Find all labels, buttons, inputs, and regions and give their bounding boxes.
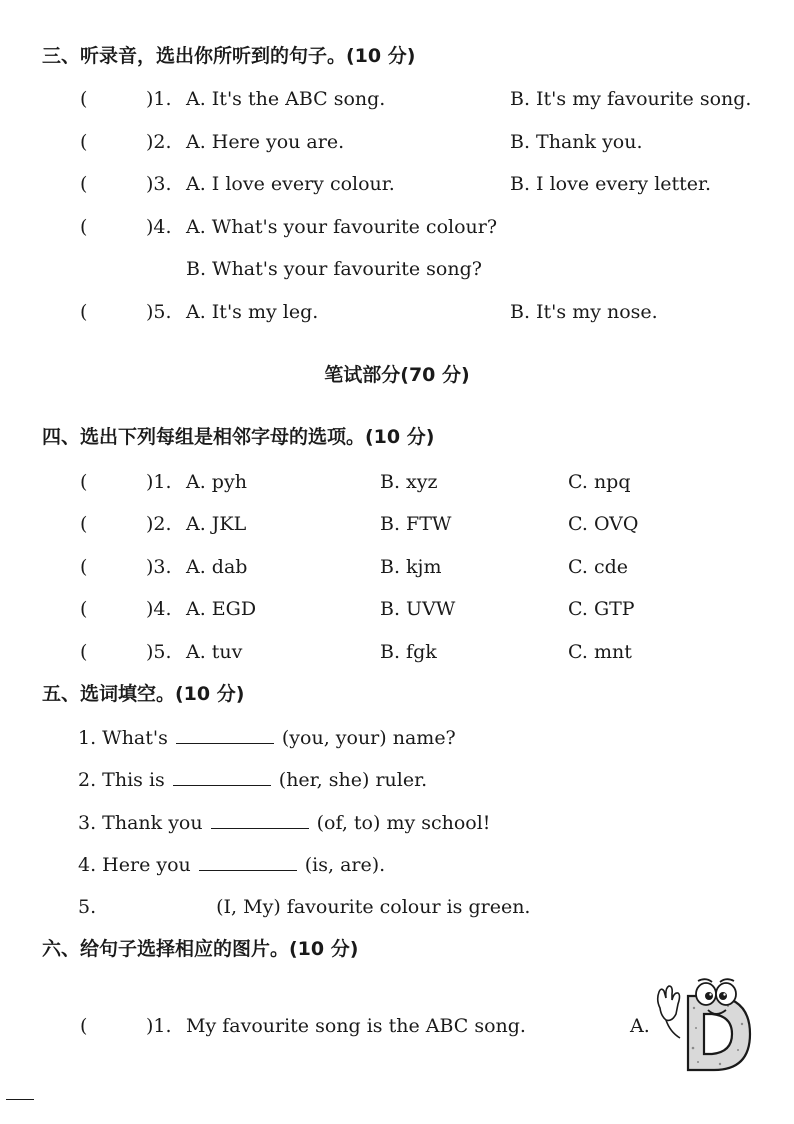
answer-paren[interactable]: ( <box>80 641 88 663</box>
answer-paren[interactable]: ( <box>80 301 88 323</box>
option-a: A. pyh <box>186 471 247 493</box>
option-a: A. EGD <box>186 598 257 620</box>
answer-paren[interactable]: ( <box>80 88 88 110</box>
word-options: (you, your) <box>281 727 387 749</box>
question-number: )2. <box>146 131 172 153</box>
fill-blank[interactable] <box>104 895 208 913</box>
word-options: (is, are) <box>304 854 380 876</box>
question-number: )1. <box>146 88 172 110</box>
question-number: )4. <box>146 598 172 620</box>
option-a: A. It's the ABC song. <box>186 88 386 110</box>
option-a: A. Here you are. <box>186 131 345 153</box>
written-part-title: 笔试部分(70 分) <box>324 364 470 386</box>
option-c: C. npq <box>568 471 631 493</box>
fill-blank[interactable] <box>173 767 271 786</box>
option-a: A. It's my leg. <box>186 301 319 323</box>
answer-paren[interactable]: ( <box>80 131 88 153</box>
option-b: B. It's my favourite song. <box>510 88 752 110</box>
option-b: B. FTW <box>380 513 452 535</box>
answer-paren[interactable]: ( <box>80 471 88 493</box>
s5-question-1 <box>78 725 456 750</box>
option-b: B. Thank you. <box>510 131 643 153</box>
option-c: C. OVQ <box>568 513 639 535</box>
section-5-title: 五、选词填空。(10 分) <box>42 683 245 705</box>
option-a: A. tuv <box>186 641 243 663</box>
sentence-end: ruler. <box>375 769 428 791</box>
question-number: )4. <box>146 216 172 238</box>
option-b: B. xyz <box>380 471 438 493</box>
option-b: B. kjm <box>380 556 442 578</box>
option-a: A. dab <box>186 556 248 578</box>
section-4-title: 四、选出下列每组是相邻字母的选项。(10 分) <box>42 426 435 448</box>
question-number: )2. <box>146 513 172 535</box>
sentence-start: 4. Here you <box>78 854 191 876</box>
option-c: C. mnt <box>568 641 632 663</box>
s5-question-5 <box>78 895 530 919</box>
question-number: )1. <box>146 1015 172 1037</box>
option-b: B. What's your favourite song? <box>186 258 482 280</box>
word-options: (her, she) <box>278 769 370 791</box>
bottom-rule <box>6 1099 34 1100</box>
question-number: )1. <box>146 471 172 493</box>
sentence-start: 1. What's <box>78 727 168 749</box>
option-a: A. JKL <box>186 513 247 535</box>
s5-question-3 <box>78 810 490 835</box>
question-number: )3. <box>146 556 172 578</box>
sentence: My favourite song is the ABC song. <box>186 1015 526 1037</box>
sentence-end: my school! <box>386 812 491 834</box>
s5-question-4 <box>78 852 385 877</box>
sentence-start: 3. Thank you <box>78 812 203 834</box>
section-6-title: 六、给句子选择相应的图片。(10 分) <box>42 938 359 960</box>
picture-option-label: A. <box>630 1015 650 1037</box>
answer-paren[interactable]: ( <box>80 1015 88 1037</box>
fill-blank[interactable] <box>211 810 309 829</box>
answer-paren[interactable]: ( <box>80 173 88 195</box>
option-c: C. cde <box>568 556 628 578</box>
option-b: B. fgk <box>380 641 437 663</box>
option-c: C. GTP <box>568 598 635 620</box>
sentence-start: 2. This is <box>78 769 165 791</box>
section-3-title: 三、听录音，选出你所听到的句子。(10 分) <box>42 45 416 67</box>
answer-paren[interactable]: ( <box>80 598 88 620</box>
question-number: )5. <box>146 301 172 323</box>
letter-d-cartoon-icon <box>654 978 762 1074</box>
question-number: )5. <box>146 641 172 663</box>
option-b: B. I love every letter. <box>510 173 712 195</box>
answer-paren[interactable]: ( <box>80 556 88 578</box>
sentence-start: 5. <box>78 896 97 918</box>
word-options: (I, My) <box>216 896 281 918</box>
sentence-end: name? <box>392 727 456 749</box>
word-options: (of, to) <box>316 812 381 834</box>
fill-blank[interactable] <box>199 852 297 871</box>
fill-blank[interactable] <box>176 725 274 744</box>
option-b: B. It's my nose. <box>510 301 658 323</box>
sentence-end: . <box>379 854 386 876</box>
answer-paren[interactable]: ( <box>80 216 88 238</box>
option-a: A. I love every colour. <box>186 173 395 195</box>
option-b: B. UVW <box>380 598 456 620</box>
s5-question-2 <box>78 767 427 792</box>
option-a: A. What's your favourite colour? <box>186 216 498 238</box>
answer-paren[interactable]: ( <box>80 513 88 535</box>
question-number: )3. <box>146 173 172 195</box>
sentence-end: favourite colour is green. <box>286 896 531 918</box>
